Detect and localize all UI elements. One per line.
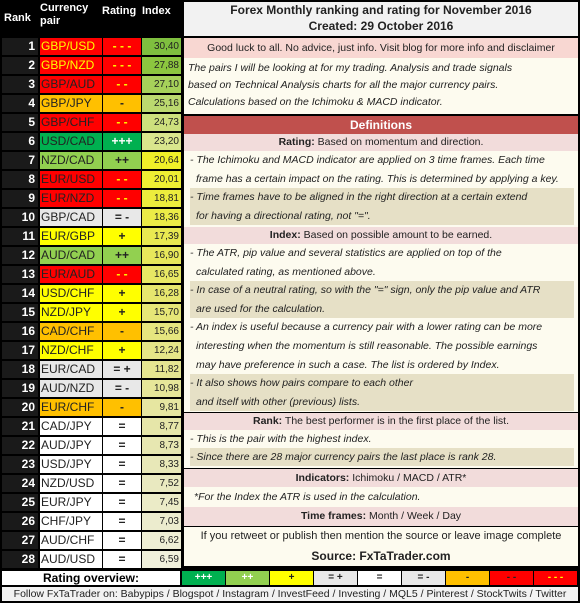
rank-cell: 26 — [2, 513, 38, 530]
legend-swatch: = - — [402, 571, 445, 585]
definitions-heading: Definitions — [184, 116, 578, 134]
indicators-note: *For the Index the ATR is used in the calculation. — [184, 487, 578, 507]
pair-cell: GBP/AUD — [40, 76, 102, 93]
rating-cell: + — [103, 304, 141, 321]
index-cell: 27,88 — [142, 57, 181, 74]
rating-cell: - — [103, 323, 141, 340]
pair-cell: EUR/AUD — [40, 266, 102, 283]
index-cell: 16,65 — [142, 266, 181, 283]
index-cell: 8,33 — [142, 456, 181, 473]
pair-cell: AUD/CHF — [40, 532, 102, 549]
rating-cell: = — [103, 475, 141, 492]
index-cell: 18,36 — [142, 209, 181, 226]
index-line: are used for the calculation. — [190, 300, 574, 319]
pair-cell: USD/JPY — [40, 456, 102, 473]
rank-cell: 9 — [2, 190, 38, 207]
index-cell: 30,40 — [142, 38, 181, 55]
rank-cell: 10 — [2, 209, 38, 226]
rank-cell: 24 — [2, 475, 38, 492]
rating-cell: = — [103, 418, 141, 435]
pair-cell: GBP/CAD — [40, 209, 102, 226]
rank-line: - Since there are 28 major currency pairs the last place is rank 28. — [190, 448, 574, 466]
pair-cell: GBP/NZD — [40, 57, 102, 74]
pair-cell: AUD/NZD — [40, 380, 102, 397]
table-row — [2, 228, 181, 245]
index-heading — [184, 227, 578, 244]
table-row — [2, 76, 181, 93]
rating-cell: - - - — [103, 38, 141, 55]
table-row — [2, 456, 181, 473]
rank-cell: 3 — [2, 76, 38, 93]
pair-cell: NZD/CHF — [40, 342, 102, 359]
pair-cell: EUR/JPY — [40, 494, 102, 511]
table-row — [2, 380, 181, 397]
pair-cell: NZD/CAD — [40, 152, 102, 169]
rating-heading — [184, 134, 578, 151]
rank-cell: 28 — [2, 551, 38, 568]
rating-cell: - - — [103, 171, 141, 188]
page-title — [184, 2, 578, 36]
header-currency-pair: Currency pair — [40, 2, 89, 27]
table-row — [2, 95, 181, 112]
index-label: Index: — [269, 229, 301, 241]
indicators-label: Indicators: — [295, 472, 350, 484]
index-line: - In case of a neutral rating, so with the "=" sign, only the pip value and ATR — [190, 281, 574, 300]
legend-swatch: +++ — [182, 571, 225, 585]
pair-cell: EUR/USD — [40, 171, 102, 188]
index-description — [184, 244, 578, 412]
index-cell: 10,98 — [142, 380, 181, 397]
info-line: The pairs I will be looking at for my trading. Analysis and trade signals — [188, 62, 513, 74]
index-cell: 7,03 — [142, 513, 181, 530]
pair-cell: GBP/JPY — [40, 95, 102, 112]
rank-cell: 25 — [2, 494, 38, 511]
pair-cell: EUR/GBP — [40, 228, 102, 245]
table-row — [2, 38, 181, 55]
pair-cell: EUR/CAD — [40, 361, 102, 378]
info-line: based on Technical Analysis charts for all the major currency pairs. — [188, 79, 499, 91]
table-row — [2, 475, 181, 492]
table-row — [2, 114, 181, 131]
pair-cell: EUR/NZD — [40, 190, 102, 207]
legend-swatch: - - - — [534, 571, 577, 585]
table-row — [2, 399, 181, 416]
timeframes-text: Month / Week / Day — [366, 510, 462, 522]
index-line: - It also shows how pairs compare to each other — [190, 374, 574, 393]
rating-line: frame has a certain impact on the rating. This is determined by applying a key. — [196, 172, 559, 185]
indicators-heading — [184, 469, 578, 487]
rank-cell: 4 — [2, 95, 38, 112]
title-created-date: Created: 29 October 2016 — [308, 19, 454, 33]
intro-text: Good luck to all. No advice, just info. Visit blog for more info and disclaimer — [184, 38, 578, 58]
rating-cell: = — [103, 513, 141, 530]
rank-cell: 12 — [2, 247, 38, 264]
rank-cell: 16 — [2, 323, 38, 340]
table-row — [2, 152, 181, 169]
pair-cell: AUD/USD — [40, 551, 102, 568]
rating-cell: - - — [103, 76, 141, 93]
rating-cell: ++ — [103, 247, 141, 264]
rank-cell: 15 — [2, 304, 38, 321]
info-line: Calculations based on the Ichimoku & MACD indicator. — [188, 96, 443, 108]
rank-cell: 13 — [2, 266, 38, 283]
table-row — [2, 190, 181, 207]
legend-swatch: ++ — [226, 571, 269, 585]
table-row — [2, 57, 181, 74]
rank-cell: 20 — [2, 399, 38, 416]
rank-text: The best performer is in the first place of the list. — [282, 415, 509, 427]
table-row — [2, 247, 181, 264]
rating-cell: = — [103, 532, 141, 549]
index-line: interesting when the momentum is still reasonable. The possible earnings — [196, 339, 538, 352]
legend-swatch: + — [270, 571, 313, 585]
rating-cell: = - — [103, 209, 141, 226]
rank-cell: 2 — [2, 57, 38, 74]
legend-swatch: - — [446, 571, 489, 585]
table-row — [2, 209, 181, 226]
pair-cell: EUR/CHF — [40, 399, 102, 416]
rank-cell: 7 — [2, 152, 38, 169]
info-block — [184, 58, 578, 114]
rating-cell: - - - — [103, 57, 141, 74]
rank-cell: 1 — [2, 38, 38, 55]
title-line-1: Forex Monthly ranking and rating for November 2016 — [230, 3, 532, 17]
table-row — [2, 171, 181, 188]
indicators-text: Ichimoku / MACD / ATR* — [349, 472, 467, 484]
rank-cell: 22 — [2, 437, 38, 454]
rank-description — [184, 430, 578, 468]
index-cell: 12,24 — [142, 342, 181, 359]
index-line: - An index is useful because a currency pair with a lower rating can be more — [190, 321, 543, 334]
legend-swatch: = + — [314, 571, 357, 585]
rank-cell: 23 — [2, 456, 38, 473]
pair-cell: NZD/USD — [40, 475, 102, 492]
pair-cell: CAD/JPY — [40, 418, 102, 435]
legend-label: Rating overview: — [2, 571, 180, 585]
rating-cell: - — [103, 95, 141, 112]
rating-cell: + — [103, 342, 141, 359]
table-row — [2, 342, 181, 359]
header-rating: Rating — [102, 5, 137, 17]
rating-cell: + — [103, 285, 141, 302]
rating-cell: = - — [103, 380, 141, 397]
index-cell: 7,52 — [142, 475, 181, 492]
index-cell: 8,77 — [142, 418, 181, 435]
pair-cell: GBP/CHF — [40, 114, 102, 131]
rank-cell: 18 — [2, 361, 38, 378]
timeframes-heading — [184, 507, 578, 526]
rating-line: - The Ichimoku and MACD indicator are applied on 3 time frames. Each time — [190, 154, 545, 166]
rating-cell: - - — [103, 114, 141, 131]
footer-social-links: Follow FxTaTrader on: Babypips / Blogspot / Instagram / InvestFeed / Investing / MQL5 / Pinterest / StockTwits / Twitter — [2, 587, 578, 601]
index-cell: 15,66 — [142, 323, 181, 340]
source-text: Source: FxTaTrader.com — [184, 546, 578, 566]
index-cell: 20,64 — [142, 152, 181, 169]
rating-cell: = — [103, 456, 141, 473]
index-line: - The ATR, pip value and several statistics are applied on top of the — [190, 247, 502, 259]
index-cell: 15,70 — [142, 304, 181, 321]
header-index: Index — [142, 5, 171, 17]
rank-cell: 21 — [2, 418, 38, 435]
table-row — [2, 551, 181, 568]
rank-line: - This is the pair with the highest index. — [190, 433, 372, 445]
table-row — [2, 532, 181, 549]
table-row — [2, 361, 181, 378]
table-row — [2, 266, 181, 283]
index-cell: 9,81 — [142, 399, 181, 416]
index-text: Based on possible amount to be earned. — [300, 229, 493, 241]
pair-cell: AUD/JPY — [40, 437, 102, 454]
pair-cell: USD/CHF — [40, 285, 102, 302]
index-cell: 11,82 — [142, 361, 181, 378]
index-cell: 18,81 — [142, 190, 181, 207]
rating-cell: + — [103, 228, 141, 245]
index-cell: 16,90 — [142, 247, 181, 264]
rank-label: Rank: — [252, 415, 283, 427]
table-row — [2, 323, 181, 340]
header-rank: Rank — [4, 12, 31, 24]
rating-cell: = — [103, 494, 141, 511]
rank-cell: 17 — [2, 342, 38, 359]
index-cell: 20,01 — [142, 171, 181, 188]
pair-cell: GBP/USD — [40, 38, 102, 55]
pair-cell: NZD/JPY — [40, 304, 102, 321]
rating-label: Rating: — [278, 136, 315, 148]
table-row — [2, 494, 181, 511]
rank-cell: 19 — [2, 380, 38, 397]
rank-cell: 8 — [2, 171, 38, 188]
table-row — [2, 285, 181, 302]
rank-heading — [184, 413, 578, 430]
timeframes-label: Time frames: — [300, 510, 367, 522]
rating-cell: ++ — [103, 152, 141, 169]
rank-cell: 6 — [2, 133, 38, 150]
rating-cell: - - — [103, 266, 141, 283]
legend-swatch: - - — [490, 571, 533, 585]
retweet-notice: If you retweet or publish then mention the source or leave image complete — [184, 527, 578, 546]
index-line: may have preference in such a case. The list is ordered by Index. — [196, 358, 500, 371]
index-cell: 8,73 — [142, 437, 181, 454]
index-cell: 6,59 — [142, 551, 181, 568]
rating-cell: - — [103, 399, 141, 416]
rating-cell: = — [103, 437, 141, 454]
rating-line: - Time frames have to be aligned in the right direction at a certain extend — [190, 188, 574, 207]
table-row — [2, 513, 181, 530]
rank-cell: 27 — [2, 532, 38, 549]
rank-cell: 14 — [2, 285, 38, 302]
index-cell: 6,62 — [142, 532, 181, 549]
rank-cell: 5 — [2, 114, 38, 131]
pair-cell: USD/CAD — [40, 133, 102, 150]
table-row — [2, 437, 181, 454]
table-row — [2, 133, 181, 150]
index-cell: 27,10 — [142, 76, 181, 93]
rating-cell: = + — [103, 361, 141, 378]
rating-cell: - - — [103, 190, 141, 207]
index-cell: 24,73 — [142, 114, 181, 131]
pair-cell: AUD/CAD — [40, 247, 102, 264]
rating-cell: = — [103, 551, 141, 568]
legend-swatch: = — [358, 571, 401, 585]
rating-text: Based on momentum and direction. — [314, 136, 484, 148]
rating-line: for having a directional rating, not "=". — [190, 207, 574, 226]
index-line: and itself with other (previous) lists. — [190, 393, 574, 412]
index-line: calculated rating, as mentioned above. — [196, 265, 376, 278]
rating-cell: +++ — [103, 133, 141, 150]
index-cell: 17,39 — [142, 228, 181, 245]
rating-description — [184, 151, 578, 227]
pair-cell: CAD/CHF — [40, 323, 102, 340]
pair-cell: CHF/JPY — [40, 513, 102, 530]
index-cell: 16,28 — [142, 285, 181, 302]
table-row — [2, 418, 181, 435]
rank-cell: 11 — [2, 228, 38, 245]
index-cell: 7,45 — [142, 494, 181, 511]
index-cell: 25,16 — [142, 95, 181, 112]
rating-legend — [2, 571, 578, 585]
table-row — [2, 304, 181, 321]
index-cell: 23,20 — [142, 133, 181, 150]
